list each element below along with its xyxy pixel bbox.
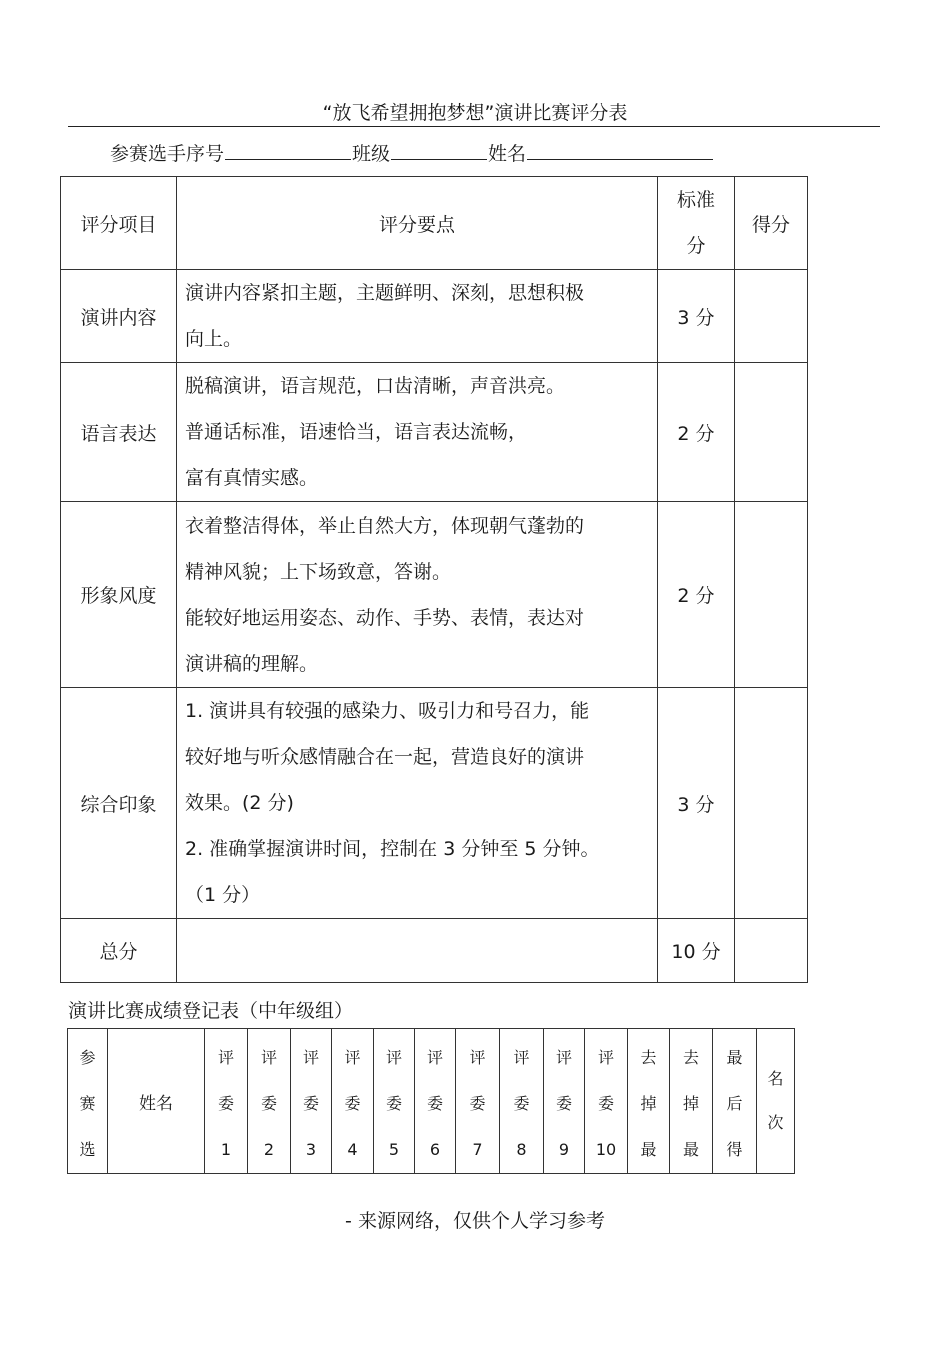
col-judge-8 xyxy=(500,1029,544,1174)
header-char: 委 xyxy=(385,1094,402,1113)
col-rank xyxy=(757,1029,795,1174)
score-table-header-row xyxy=(61,177,808,270)
row-item: 语言表达 xyxy=(61,363,177,502)
row-item: 形象风度 xyxy=(61,502,177,688)
row-standard: 2 分 xyxy=(658,502,735,688)
row-standard: 3 分 xyxy=(658,270,735,363)
header-char: 参 xyxy=(79,1048,96,1067)
header-char: 最 xyxy=(640,1140,657,1159)
col-judge-6 xyxy=(415,1029,456,1174)
header-char: 9 xyxy=(558,1140,570,1159)
criteria-line: 2. 准确掌握演讲时间，控制在 3 分钟至 5 分钟。 xyxy=(185,838,600,860)
header-char: 委 xyxy=(217,1094,234,1113)
score-table xyxy=(60,176,808,983)
row-item: 综合印象 xyxy=(61,688,177,919)
criteria-line: 1. 演讲具有较强的感染力、吸引力和号召力，能 xyxy=(185,700,590,722)
criteria-line: 效果。(2 分) xyxy=(185,792,294,814)
total-score-cell[interactable] xyxy=(735,919,808,983)
header-standard xyxy=(658,177,735,270)
register-title: 演讲比赛成绩登记表（中年级组） xyxy=(68,1000,354,1022)
row-standard: 2 分 xyxy=(658,363,735,502)
header-char: 评 xyxy=(260,1048,277,1067)
header-char: 评 xyxy=(426,1048,443,1067)
header-char: 委 xyxy=(513,1094,530,1113)
col-judge-7 xyxy=(456,1029,500,1174)
header-char: 10 xyxy=(595,1140,617,1159)
criteria-line: 向上。 xyxy=(185,328,243,350)
criteria-line: 衣着整洁得体，举止自然大方，体现朝气蓬勃的 xyxy=(185,514,585,537)
col-final-score xyxy=(713,1029,757,1174)
row-criteria xyxy=(177,270,658,363)
header-char: 选 xyxy=(79,1140,96,1159)
col-name: 姓名 xyxy=(108,1029,205,1174)
header-score: 得分 xyxy=(735,177,808,270)
row-score-cell[interactable] xyxy=(735,270,808,363)
criteria-line: 演讲内容紧扣主题，主题鲜明、深刻，思想积极 xyxy=(185,282,585,304)
table-row xyxy=(61,363,808,502)
header-standard-line2: 分 xyxy=(686,235,706,257)
header-char: 评 xyxy=(217,1048,234,1067)
table-row xyxy=(61,688,808,919)
header-char: 评 xyxy=(513,1048,530,1067)
col-judge-1 xyxy=(205,1029,248,1174)
row-score-cell[interactable] xyxy=(735,688,808,919)
header-char: 2 xyxy=(263,1140,275,1159)
col-judge-3 xyxy=(291,1029,332,1174)
criteria-line: 演讲稿的理解。 xyxy=(185,652,319,675)
header-char: 1 xyxy=(220,1140,232,1159)
header-char: 去 xyxy=(640,1048,657,1067)
header-char: 评 xyxy=(555,1048,572,1067)
header-char: 7 xyxy=(472,1140,483,1159)
contestant-info-line xyxy=(110,139,714,166)
header-char: 去 xyxy=(682,1048,699,1067)
criteria-line: 脱稿演讲，语言规范，口齿清晰，声音洪亮。 xyxy=(185,375,566,397)
header-char: 掉 xyxy=(682,1094,699,1113)
header-char: 8 xyxy=(516,1140,527,1159)
col-remove-highest xyxy=(628,1029,670,1174)
row-criteria xyxy=(177,502,658,688)
row-item: 演讲内容 xyxy=(61,270,177,363)
row-score-cell[interactable] xyxy=(735,502,808,688)
header-char: 委 xyxy=(426,1094,443,1113)
col-contestant xyxy=(68,1029,108,1174)
name-label: 姓名 xyxy=(488,143,527,165)
header-char: 赛 xyxy=(79,1094,96,1113)
total-blank xyxy=(177,919,658,983)
col-judge-2 xyxy=(248,1029,291,1174)
header-char: 评 xyxy=(302,1048,319,1067)
header-char: 评 xyxy=(597,1048,614,1067)
criteria-line: 较好地与听众感情融合在一起，营造良好的演讲 xyxy=(185,746,585,768)
total-label: 总分 xyxy=(61,919,177,983)
total-row xyxy=(61,919,808,983)
row-score-cell[interactable] xyxy=(735,363,808,502)
header-char: 6 xyxy=(429,1140,441,1159)
header-char: 委 xyxy=(469,1094,486,1113)
source-footer: - 来源网络，仅供个人学习参考 xyxy=(345,1210,605,1232)
col-judge-9 xyxy=(544,1029,585,1174)
header-char: 评 xyxy=(469,1048,486,1067)
header-char: 委 xyxy=(302,1094,319,1113)
criteria-line: 富有真情实感。 xyxy=(185,467,319,489)
row-criteria xyxy=(177,363,658,502)
header-char: 委 xyxy=(344,1094,361,1113)
contestant-number-field[interactable] xyxy=(225,141,351,160)
register-table xyxy=(67,1028,795,1174)
row-criteria xyxy=(177,688,658,919)
title-underline xyxy=(68,126,880,127)
header-points: 评分要点 xyxy=(177,177,658,270)
header-char: 委 xyxy=(260,1094,277,1113)
col-remove-lowest xyxy=(670,1029,713,1174)
header-char: 4 xyxy=(347,1140,358,1159)
table-row xyxy=(61,270,808,363)
col-judge-5 xyxy=(374,1029,415,1174)
header-char: 次 xyxy=(767,1113,784,1132)
header-char: 委 xyxy=(555,1094,572,1113)
name-field[interactable] xyxy=(527,141,713,160)
class-label: 班级 xyxy=(352,143,391,165)
header-char: 后 xyxy=(726,1094,743,1113)
header-standard-line1: 标准 xyxy=(676,189,715,211)
header-char: 评 xyxy=(344,1048,361,1067)
criteria-line: 普通话标准，语速恰当，语言表达流畅， xyxy=(185,421,528,443)
header-char: 得 xyxy=(726,1140,743,1159)
row-standard: 3 分 xyxy=(658,688,735,919)
header-char: 委 xyxy=(597,1094,614,1113)
header-char: 最 xyxy=(726,1048,743,1067)
class-field[interactable] xyxy=(391,141,487,160)
criteria-line: （1 分） xyxy=(185,884,261,906)
register-header-row xyxy=(68,1029,795,1174)
table-row xyxy=(61,502,808,688)
contestant-number-label: 参赛选手序号 xyxy=(110,143,225,165)
header-char: 评 xyxy=(385,1048,402,1067)
criteria-line: 能较好地运用姿态、动作、手势、表情，表达对 xyxy=(185,606,585,629)
header-char: 5 xyxy=(388,1140,400,1159)
criteria-line: 精神风貌；上下场致意，答谢。 xyxy=(185,560,452,583)
col-judge-10 xyxy=(585,1029,628,1174)
total-standard: 10 分 xyxy=(658,919,735,983)
header-char: 掉 xyxy=(640,1094,657,1113)
document-title: “放飞希望拥抱梦想”演讲比赛评分表 xyxy=(322,102,628,124)
header-char: 名 xyxy=(767,1069,784,1088)
col-judge-4 xyxy=(332,1029,374,1174)
header-item: 评分项目 xyxy=(61,177,177,270)
header-char: 3 xyxy=(305,1140,317,1159)
header-char: 最 xyxy=(682,1140,699,1159)
